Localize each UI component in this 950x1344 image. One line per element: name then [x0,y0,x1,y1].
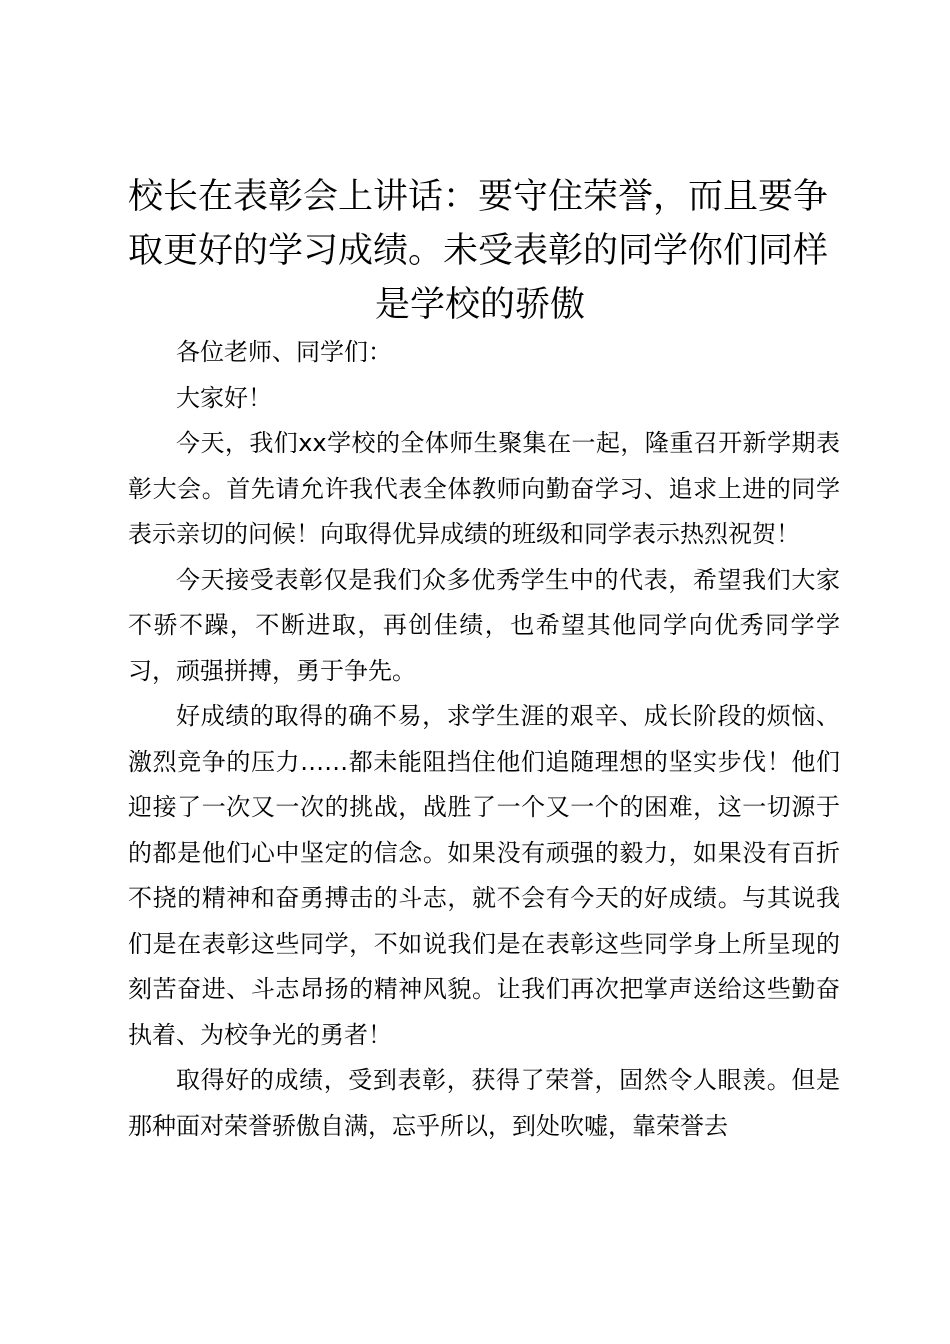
document-body [128,330,840,1149]
document-title [128,170,832,332]
body-paragraph: 今天接受表彰仅是我们众多优秀学生中的代表，希望我们大家不骄不躁，不断进取，再创佳绩，也希望其他同学向优秀同学学习，顽强拼搏，勇于争先。 [128,565,840,685]
title-line: 校长在表彰会上讲话：要守住荣誉，而且要争 [128,177,829,217]
body-paragraph: 今天，我们xx学校的全体师生聚集在一起，隆重召开新学期表彰大会。首先请允许我代表全体教师向勤奋学习、追求上进的同学表示亲切的问候！向取得优异成绩的班级和同学表示热烈祝贺！ [128,429,840,548]
body-paragraph: 取得好的成绩，受到表彰，获得了荣誉，固然令人眼羡。但是那种面对荣誉骄傲自满，忘乎所以，到处吹嘘，靠荣誉去 [128,1066,840,1140]
salutation: 各位老师、同学们： [176,338,392,366]
title-line: 是学校的骄傲 [374,285,585,325]
body-paragraph: 好成绩的取得的确不易，求学生涯的艰辛、成长阶段的烦恼、激烈竞争的压力……都未能阻挡住他们追随理想的坚实步伐！他们迎接了一次又一次的挑战，战胜了一个又一个的困难，这一切源于的都是他们心中坚定的信念。如果没有顽强的毅力，如果没有百折不挠的精神和奋勇搏击的斗志，就不会有今天的好成绩。与其说我们是在表彰这些同学，不如说我们是在表彰这些同学身上所呈现的刻苦奋进、斗志昂扬的精神风貌。让我们再次把掌声送给这些勤奋执着、为校争光的勇者！ [128,702,840,1049]
title-line: 取更好的学习成绩。未受表彰的同学你们同样 [128,231,829,271]
greeting: 大家好！ [176,383,272,412]
